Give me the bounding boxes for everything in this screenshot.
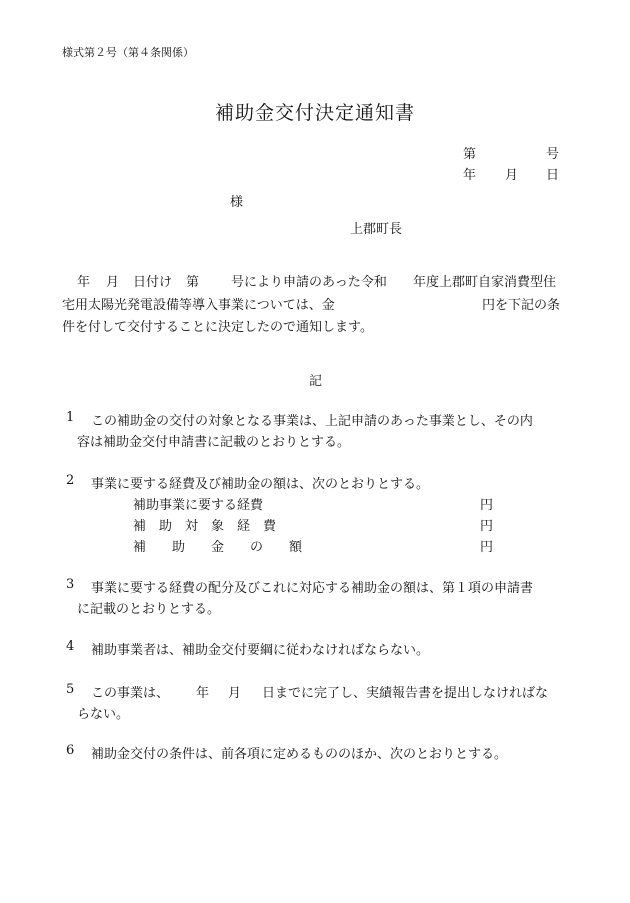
cost-row-label: 補 助 金 の 額 [133, 540, 303, 555]
item-1-line1: この補助金の交付の対象となる事業は、上記申請のあった事業とし、その内 [91, 414, 533, 429]
item-3-line2: に記載のとおりとする。 [77, 602, 221, 617]
sender-name: 上郡町長 [350, 222, 403, 237]
item-5-line2: らない。 [77, 707, 130, 722]
body-go-rest: 号により申請のあった令和 [231, 275, 387, 290]
item-5-line1-end: 日までに完了し、実績報告書を提出しなければな [262, 686, 549, 701]
item-6-number: 6 [66, 743, 75, 758]
cost-row-label: 補 助 対 象 経 費 [133, 519, 277, 534]
body-fiscal-rest: 年度上郡町自家消費型住 [413, 275, 557, 290]
cost-row-unit: 円 [480, 519, 494, 534]
item-6-line1: 補助金交付の条件は、前各項に定めるもののほか、次のとおりとする。 [91, 747, 508, 762]
addressee-suffix: 様 [230, 195, 244, 210]
item-3-number: 3 [66, 577, 75, 592]
body-month: 月 [106, 275, 120, 290]
item-3-line1: 事業に要する経費の配分及びこれに対応する補助金の額は、第１項の申請書 [91, 581, 534, 596]
item-2-line1: 事業に要する経費及び補助金の額は、次のとおりとする。 [91, 477, 430, 492]
body-day-attached: 日付け [133, 275, 173, 290]
body-line2-start: 宅用太陽光発電設備等導入事業については、金 [62, 298, 335, 313]
item-5-number: 5 [66, 682, 75, 697]
body-year: 年 [77, 275, 91, 290]
item-5-line1-start: この事業は、 [91, 686, 170, 701]
item-1-number: 1 [66, 410, 75, 425]
item-2-number: 2 [66, 473, 75, 488]
body-line3: 件を付して交付することに決定したので通知します。 [62, 320, 373, 335]
item-5-year: 年 [196, 686, 210, 701]
issue-date-day: 日 [546, 168, 560, 183]
cost-row-unit: 円 [480, 498, 494, 513]
cost-row-unit: 円 [480, 540, 494, 555]
document-title: 補助金交付決定通知書 [214, 102, 415, 124]
issue-number-prefix: 第 [463, 147, 477, 162]
ki-heading: 記 [309, 374, 323, 389]
issue-number-suffix: 号 [546, 147, 560, 162]
body-line2-end: 円を下記の条 [482, 298, 561, 313]
item-1-line2: 容は補助金交付申請書に記載のとおりとする。 [77, 435, 351, 450]
issue-date-year: 年 [463, 168, 477, 183]
form-number: 様式第２号（第４条関係） [62, 46, 194, 59]
item-4-number: 4 [66, 639, 75, 654]
item-4-line1: 補助事業者は、補助金交付要綱に従わなければならない。 [91, 643, 430, 658]
body-dai: 第 [186, 275, 200, 290]
item-5-month: 月 [228, 686, 242, 701]
cost-row-label: 補助事業に要する経費 [133, 498, 264, 513]
issue-date-month: 月 [505, 168, 519, 183]
